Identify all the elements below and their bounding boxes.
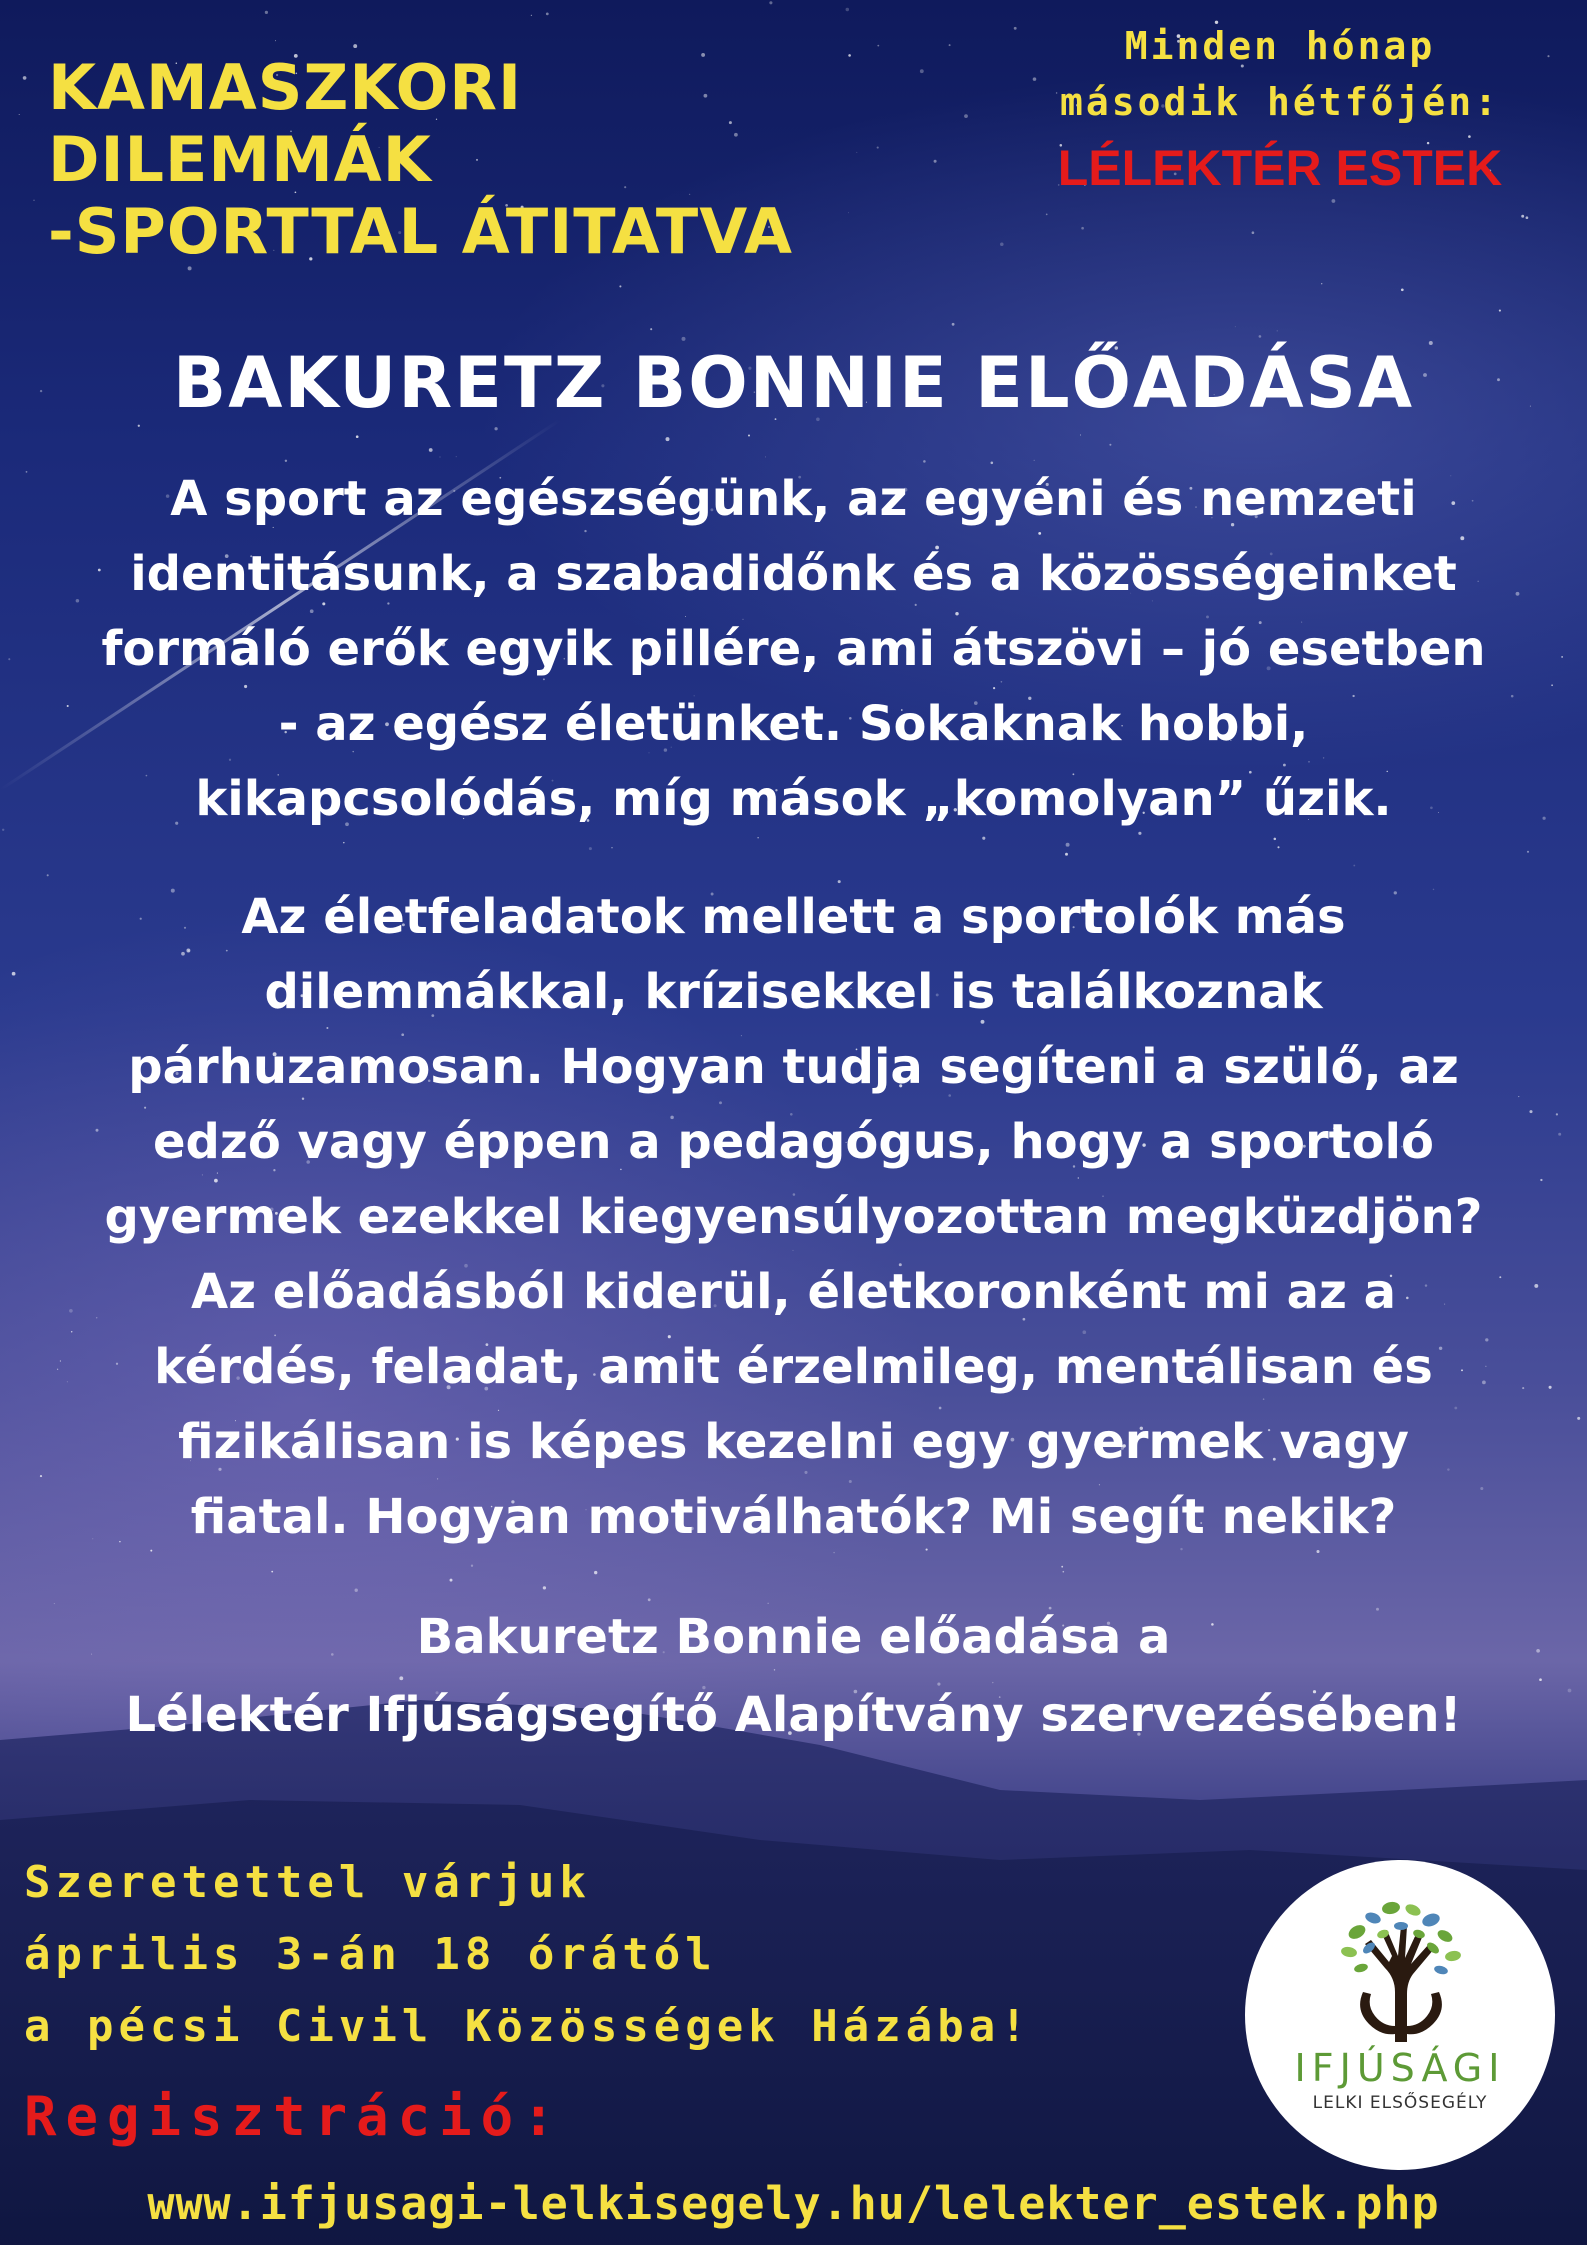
star-dot xyxy=(265,11,268,14)
logo-subtitle: LELKI ELSŐSEGÉLY xyxy=(1312,2093,1488,2113)
star-dot xyxy=(1046,214,1048,216)
paragraph-line: fizikálisan is képes kezelni egy gyermek vagy xyxy=(178,1414,1409,1470)
intro-paragraph xyxy=(20,462,1567,837)
paragraph-line: kérdés, feladat, amit érzelmileg, mentálisan és xyxy=(154,1339,1433,1395)
paragraph-line: gyermek ezekkel kiegyensúlyozottan megküzdjön? xyxy=(104,1189,1483,1245)
star-dot xyxy=(531,15,532,16)
paragraph-line: Bakuretz Bonnie előadása a xyxy=(416,1609,1171,1665)
star-dot xyxy=(1277,330,1278,331)
organization-logo xyxy=(1245,1860,1555,2170)
star-dot xyxy=(1353,865,1355,867)
logo-wordmark: IFJÚSÁGI xyxy=(1294,2046,1506,2090)
star-dot xyxy=(589,847,592,850)
paragraph-line: formáló erők egyik pillére, ami átszövi – jó esetben xyxy=(101,621,1486,677)
invitation-line: Szeretettel várjuk xyxy=(24,1857,591,1908)
star-dot xyxy=(439,456,440,457)
star-dot xyxy=(650,328,652,330)
monthly-schedule xyxy=(1010,18,1550,204)
star-dot xyxy=(8,658,10,660)
description-paragraph xyxy=(20,880,1567,1555)
star-dot xyxy=(1521,215,1524,218)
star-dot xyxy=(1034,460,1035,461)
star-dot xyxy=(456,456,457,457)
paragraph-line: A sport az egészségünk, az egyéni és nemzeti xyxy=(170,471,1417,527)
star-dot xyxy=(1277,846,1279,848)
star-dot xyxy=(1577,1417,1580,1420)
star-dot xyxy=(1401,288,1404,291)
star-dot xyxy=(429,448,433,452)
star-dot xyxy=(19,114,20,115)
star-dot xyxy=(12,972,16,976)
star-dot xyxy=(1252,231,1255,234)
invitation-details xyxy=(24,1847,1032,2063)
registration-label: Regisztráció: xyxy=(24,2085,564,2148)
title-line: DILEMMÁK xyxy=(48,123,432,196)
star-dot xyxy=(757,837,758,838)
star-dot xyxy=(47,874,49,876)
star-dot xyxy=(355,1589,358,1592)
paragraph-line: edző vagy éppen a pedagógus, hogy a sportoló xyxy=(153,1114,1434,1170)
star-dot xyxy=(846,8,849,11)
star-dot xyxy=(1065,853,1068,856)
star-dot xyxy=(23,76,27,80)
star-dot xyxy=(1568,1689,1572,1693)
star-dot xyxy=(356,435,359,438)
invitation-line: a pécsi Civil Közösségek Házába! xyxy=(24,2001,1032,2052)
star-dot xyxy=(1081,227,1084,230)
paragraph-line: kikapcsolódás, míg mások „komolyan” űzik. xyxy=(195,771,1392,827)
star-dot xyxy=(546,13,549,16)
star-dot xyxy=(666,437,670,441)
star-dot xyxy=(952,323,955,326)
title-line: KAMASZKORI xyxy=(48,51,523,124)
star-dot xyxy=(619,285,621,287)
star-dot xyxy=(748,435,750,437)
star-dot xyxy=(982,837,985,840)
paragraph-line: Az előadásból kiderül, életkoronként mi az a xyxy=(190,1264,1397,1320)
star-dot xyxy=(594,1571,597,1574)
speaker-heading: BAKURETZ BONNIE ELŐADÁSA xyxy=(172,342,1415,424)
star-dot xyxy=(450,1579,453,1582)
paragraph-line: Lélektér Ifjúságsegítő Alapítvány szervezésében! xyxy=(125,1687,1462,1743)
star-dot xyxy=(1527,851,1529,853)
paragraph-line: párhuzamosan. Hogyan tudja segíteni a szülő, az xyxy=(128,1039,1459,1095)
schedule-line: Minden hónap xyxy=(1124,24,1436,68)
event-series-name: LÉLEKTÉR ESTEK xyxy=(1057,140,1503,196)
star-dot xyxy=(271,1571,273,1573)
paragraph-line: dilemmákkal, krízisekkel is találkoznak xyxy=(264,964,1323,1020)
star-dot xyxy=(769,1,772,4)
paragraph-line: fiatal. Hogyan motiválhatók? Mi segít nekik? xyxy=(190,1489,1397,1545)
star-dot xyxy=(543,1586,546,1589)
star-dot xyxy=(1235,326,1236,327)
star-dot xyxy=(275,40,276,41)
star-dot xyxy=(1061,1566,1063,1568)
star-dot xyxy=(1109,444,1111,446)
registration-link[interactable]: www.ifjusagi-lelkisegely.hu/lelekter_estek.php xyxy=(147,2177,1440,2230)
organizer-paragraph xyxy=(20,1598,1567,1754)
tree-hands-icon xyxy=(1245,1860,1555,2170)
star-dot xyxy=(1063,1571,1065,1573)
star-dot xyxy=(1499,310,1501,312)
star-dot xyxy=(2,829,4,831)
event-title xyxy=(48,52,998,268)
star-dot xyxy=(471,1565,473,1567)
star-dot xyxy=(1066,843,1070,847)
schedule-line: második hétfőjén: xyxy=(1060,80,1500,124)
star-dot xyxy=(33,200,34,201)
paragraph-line: identitásunk, a szabadidőnk és a közösségeinket xyxy=(130,546,1457,602)
star-dot xyxy=(1000,242,1004,246)
star-dot xyxy=(765,456,766,457)
star-dot xyxy=(877,45,879,47)
star-dot xyxy=(949,44,951,46)
paragraph-line: Az életfeladatok mellett a sportolók más xyxy=(241,889,1346,945)
paragraph-line: - az egész életünket. Sokaknak hobbi, xyxy=(278,696,1309,752)
invitation-line: április 3-án 18 órától xyxy=(24,1929,717,1980)
star-dot xyxy=(1080,434,1081,435)
star-dot xyxy=(1321,283,1322,284)
star-dot xyxy=(611,847,612,848)
star-dot xyxy=(1274,838,1277,841)
star-dot xyxy=(1526,216,1529,219)
star-dot xyxy=(343,842,345,844)
title-line: -SPORTTAL ÁTITATVA xyxy=(48,195,793,268)
star-dot xyxy=(353,44,357,48)
